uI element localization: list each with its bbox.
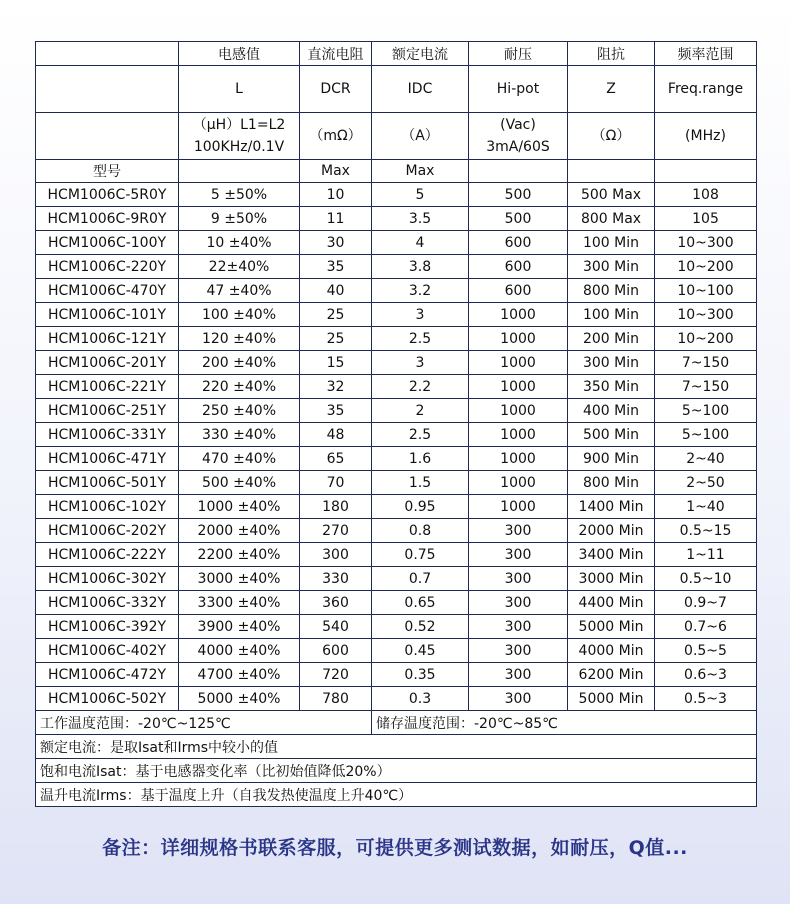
model-cell: HCM1006C-201Y: [36, 351, 179, 375]
header-row-model: [36, 160, 757, 183]
hipot-cell: 300: [469, 543, 568, 567]
model-cell: HCM1006C-101Y: [36, 303, 179, 327]
storage-temperature: 储存温度范围：-20℃~85℃: [372, 711, 757, 735]
frequency-cell: 7~150: [655, 351, 757, 375]
model-cell: HCM1006C-502Y: [36, 687, 179, 711]
header-inductance: 电感值: [179, 42, 300, 66]
model-cell: HCM1006C-102Y: [36, 495, 179, 519]
header-symbol-l: L: [179, 66, 300, 113]
frequency-cell: 108: [655, 183, 757, 207]
frequency-cell: 0.5~5: [655, 639, 757, 663]
inductance-cell: 3000 ±40%: [179, 567, 300, 591]
header-row-names: [36, 42, 757, 66]
header-dcr: 直流电阻: [300, 42, 372, 66]
idc-cell: 1.6: [372, 447, 469, 471]
header-unit-hipot: [469, 113, 568, 160]
header-blank-cell: [36, 42, 179, 66]
inductance-cell: 500 ±40%: [179, 471, 300, 495]
dcr-cell: 600: [300, 639, 372, 663]
inductance-cell: 47 ±40%: [179, 279, 300, 303]
frequency-cell: 10~300: [655, 231, 757, 255]
inductance-cell: 330 ±40%: [179, 423, 300, 447]
header-symbol-dcr: DCR: [300, 66, 372, 113]
dcr-cell: 10: [300, 183, 372, 207]
dcr-cell: 11: [300, 207, 372, 231]
header-unit-dcr: [300, 113, 372, 160]
table-row: [36, 207, 757, 231]
idc-cell: 3.2: [372, 279, 469, 303]
hipot-cell: 300: [469, 615, 568, 639]
table-row: [36, 639, 757, 663]
model-cell: HCM1006C-302Y: [36, 567, 179, 591]
idc-cell: 2.5: [372, 327, 469, 351]
header-unit-freq: [655, 113, 757, 160]
idc-cell: 3.8: [372, 255, 469, 279]
table-row: [36, 399, 757, 423]
hipot-cell: 1000: [469, 495, 568, 519]
frequency-cell: 10~100: [655, 279, 757, 303]
note-saturation-current: 饱和电流Isat：基于电感器变化率（比初始值降低20%）: [36, 759, 757, 783]
table-row: [36, 591, 757, 615]
hipot-cell: 300: [469, 591, 568, 615]
inductance-cell: 100 ±40%: [179, 303, 300, 327]
temperature-row: [36, 711, 757, 735]
frequency-cell: 0.7~6: [655, 615, 757, 639]
hipot-cell: 600: [469, 231, 568, 255]
table-row: [36, 255, 757, 279]
dcr-cell: 25: [300, 303, 372, 327]
table-row: [36, 543, 757, 567]
model-cell: HCM1006C-100Y: [36, 231, 179, 255]
unit-line: （A）: [401, 128, 439, 144]
idc-cell: 0.45: [372, 639, 469, 663]
hipot-cell: 300: [469, 639, 568, 663]
impedance-cell: 800 Max: [568, 207, 655, 231]
idc-cell: 2.2: [372, 375, 469, 399]
dcr-cell: 70: [300, 471, 372, 495]
impedance-cell: 5000 Min: [568, 615, 655, 639]
frequency-cell: 0.5~10: [655, 567, 757, 591]
inductance-cell: 220 ±40%: [179, 375, 300, 399]
dcr-cell: 540: [300, 615, 372, 639]
frequency-cell: 0.6~3: [655, 663, 757, 687]
impedance-cell: 3400 Min: [568, 543, 655, 567]
inductance-cell: 470 ±40%: [179, 447, 300, 471]
impedance-cell: 5000 Min: [568, 687, 655, 711]
model-cell: HCM1006C-9R0Y: [36, 207, 179, 231]
unit-condition: 100KHz/0.1V: [193, 139, 285, 155]
dcr-cell: 300: [300, 543, 372, 567]
model-cell: HCM1006C-221Y: [36, 375, 179, 399]
frequency-cell: 105: [655, 207, 757, 231]
table-row: [36, 183, 757, 207]
table-row: [36, 351, 757, 375]
header-cell: [469, 160, 568, 183]
idc-cell: 0.75: [372, 543, 469, 567]
hipot-cell: 600: [469, 279, 568, 303]
operating-temperature: 工作温度范围：-20℃~125℃: [36, 711, 372, 735]
dcr-cell: 780: [300, 687, 372, 711]
dcr-cell: 48: [300, 423, 372, 447]
hipot-cell: 600: [469, 255, 568, 279]
impedance-cell: 200 Min: [568, 327, 655, 351]
idc-cell: 2: [372, 399, 469, 423]
impedance-cell: 300 Min: [568, 255, 655, 279]
header-cell: [568, 160, 655, 183]
model-cell: HCM1006C-332Y: [36, 591, 179, 615]
spec-rows: [36, 183, 757, 711]
impedance-cell: 800 Min: [568, 279, 655, 303]
hipot-cell: 1000: [469, 303, 568, 327]
header-model: 型号: [36, 160, 179, 183]
inductance-cell: 1000 ±40%: [179, 495, 300, 519]
header-impedance: 阻抗: [568, 42, 655, 66]
model-cell: HCM1006C-220Y: [36, 255, 179, 279]
dcr-cell: 65: [300, 447, 372, 471]
inductance-cell: 120 ±40%: [179, 327, 300, 351]
table-row: [36, 327, 757, 351]
inductance-cell: 9 ±50%: [179, 207, 300, 231]
header-unit-l: [179, 113, 300, 160]
header-symbol-idc: IDC: [372, 66, 469, 113]
unit-line: （Ω）: [591, 128, 631, 144]
model-cell: HCM1006C-331Y: [36, 423, 179, 447]
table-row: [36, 663, 757, 687]
hipot-cell: 300: [469, 663, 568, 687]
hipot-cell: 1000: [469, 471, 568, 495]
dcr-cell: 15: [300, 351, 372, 375]
dcr-cell: 180: [300, 495, 372, 519]
idc-cell: 2.5: [372, 423, 469, 447]
header-dcr-max: Max: [300, 160, 372, 183]
header-blank-cell: [36, 113, 179, 160]
idc-cell: 0.35: [372, 663, 469, 687]
dcr-cell: 35: [300, 255, 372, 279]
impedance-cell: 400 Min: [568, 399, 655, 423]
idc-cell: 0.7: [372, 567, 469, 591]
impedance-cell: 500 Min: [568, 423, 655, 447]
impedance-cell: 800 Min: [568, 471, 655, 495]
table-row: [36, 687, 757, 711]
impedance-cell: 350 Min: [568, 375, 655, 399]
model-cell: HCM1006C-121Y: [36, 327, 179, 351]
header-unit-idc: [372, 113, 469, 160]
dcr-cell: 32: [300, 375, 372, 399]
table-row: [36, 519, 757, 543]
notes-section: [36, 711, 757, 807]
inductance-cell: 2000 ±40%: [179, 519, 300, 543]
model-cell: HCM1006C-251Y: [36, 399, 179, 423]
inductance-cell: 5 ±50%: [179, 183, 300, 207]
frequency-cell: 10~300: [655, 303, 757, 327]
inductance-cell: 250 ±40%: [179, 399, 300, 423]
header-frequency-range: 频率范围: [655, 42, 757, 66]
frequency-cell: 0.5~3: [655, 687, 757, 711]
hipot-cell: 1000: [469, 399, 568, 423]
hipot-cell: 1000: [469, 327, 568, 351]
frequency-cell: 1~40: [655, 495, 757, 519]
frequency-cell: 10~200: [655, 255, 757, 279]
impedance-cell: 1400 Min: [568, 495, 655, 519]
hipot-cell: 1000: [469, 423, 568, 447]
model-cell: HCM1006C-5R0Y: [36, 183, 179, 207]
table-row: [36, 303, 757, 327]
hipot-cell: 1000: [469, 447, 568, 471]
dcr-cell: 330: [300, 567, 372, 591]
header-cell: [179, 160, 300, 183]
header-idc-max: Max: [372, 160, 469, 183]
header-symbol-z: Z: [568, 66, 655, 113]
inductance-cell: 10 ±40%: [179, 231, 300, 255]
table-row: [36, 375, 757, 399]
model-cell: HCM1006C-202Y: [36, 519, 179, 543]
table-row: [36, 495, 757, 519]
unit-line: （mΩ）: [309, 128, 362, 144]
unit-line: (Vac): [500, 117, 536, 133]
impedance-cell: 6200 Min: [568, 663, 655, 687]
frequency-cell: 2~50: [655, 471, 757, 495]
impedance-cell: 900 Min: [568, 447, 655, 471]
hipot-cell: 300: [469, 687, 568, 711]
header-rated-current: 额定电流: [372, 42, 469, 66]
hipot-cell: 300: [469, 519, 568, 543]
inductance-cell: 3900 ±40%: [179, 615, 300, 639]
inductance-cell: 4000 ±40%: [179, 639, 300, 663]
header-row-units: [36, 113, 757, 160]
dcr-cell: 40: [300, 279, 372, 303]
remark-footnote: 备注：详细规格书联系客服，可提供更多测试数据，如耐压，Q值...: [102, 837, 688, 859]
table-row: [36, 279, 757, 303]
model-cell: HCM1006C-402Y: [36, 639, 179, 663]
spec-table: [35, 41, 757, 807]
inductance-cell: 3300 ±40%: [179, 591, 300, 615]
idc-cell: 4: [372, 231, 469, 255]
inductance-cell: 4700 ±40%: [179, 663, 300, 687]
idc-cell: 0.3: [372, 687, 469, 711]
header-cell: [655, 160, 757, 183]
model-cell: HCM1006C-222Y: [36, 543, 179, 567]
note-temperature-rise-current: 温升电流Irms：基于温度上升（自我发热使温度上升40℃）: [36, 783, 757, 807]
header-unit-z: [568, 113, 655, 160]
unit-line: (MHz): [685, 128, 726, 144]
model-cell: HCM1006C-471Y: [36, 447, 179, 471]
note-row: [36, 735, 757, 759]
header-withstand-voltage: 耐压: [469, 42, 568, 66]
dcr-cell: 720: [300, 663, 372, 687]
frequency-cell: 1~11: [655, 543, 757, 567]
frequency-cell: 7~150: [655, 375, 757, 399]
inductance-cell: 22±40%: [179, 255, 300, 279]
idc-cell: 1.5: [372, 471, 469, 495]
model-cell: HCM1006C-392Y: [36, 615, 179, 639]
hipot-cell: 1000: [469, 351, 568, 375]
idc-cell: 0.8: [372, 519, 469, 543]
impedance-cell: 500 Max: [568, 183, 655, 207]
impedance-cell: 100 Min: [568, 303, 655, 327]
table-row: [36, 615, 757, 639]
impedance-cell: 2000 Min: [568, 519, 655, 543]
dcr-cell: 360: [300, 591, 372, 615]
table-row: [36, 471, 757, 495]
frequency-cell: 2~40: [655, 447, 757, 471]
frequency-cell: 0.9~7: [655, 591, 757, 615]
hipot-cell: 500: [469, 207, 568, 231]
header-symbol-hipot: Hi-pot: [469, 66, 568, 113]
table-row: [36, 567, 757, 591]
frequency-cell: 10~200: [655, 327, 757, 351]
table-row: [36, 447, 757, 471]
inductance-cell: 200 ±40%: [179, 351, 300, 375]
impedance-cell: 3000 Min: [568, 567, 655, 591]
note-row: [36, 783, 757, 807]
hipot-cell: 1000: [469, 375, 568, 399]
model-cell: HCM1006C-501Y: [36, 471, 179, 495]
dcr-cell: 30: [300, 231, 372, 255]
header-blank-cell: [36, 66, 179, 113]
dcr-cell: 270: [300, 519, 372, 543]
dcr-cell: 35: [300, 399, 372, 423]
table-row: [36, 231, 757, 255]
note-row: [36, 759, 757, 783]
idc-cell: 0.95: [372, 495, 469, 519]
table-row: [36, 423, 757, 447]
header-row-symbols: [36, 66, 757, 113]
idc-cell: 5: [372, 183, 469, 207]
header-symbol-freq: Freq.range: [655, 66, 757, 113]
idc-cell: 3: [372, 351, 469, 375]
inductance-cell: 2200 ±40%: [179, 543, 300, 567]
idc-cell: 0.52: [372, 615, 469, 639]
frequency-cell: 5~100: [655, 423, 757, 447]
hipot-cell: 500: [469, 183, 568, 207]
inductance-cell: 5000 ±40%: [179, 687, 300, 711]
hipot-cell: 300: [469, 567, 568, 591]
idc-cell: 0.65: [372, 591, 469, 615]
impedance-cell: 300 Min: [568, 351, 655, 375]
dcr-cell: 25: [300, 327, 372, 351]
idc-cell: 3: [372, 303, 469, 327]
frequency-cell: 0.5~15: [655, 519, 757, 543]
model-cell: HCM1006C-470Y: [36, 279, 179, 303]
unit-condition: 3mA/60S: [486, 139, 550, 155]
note-rated-current: 额定电流：是取Isat和Irms中较小的值: [36, 735, 757, 759]
model-cell: HCM1006C-472Y: [36, 663, 179, 687]
impedance-cell: 100 Min: [568, 231, 655, 255]
frequency-cell: 5~100: [655, 399, 757, 423]
impedance-cell: 4400 Min: [568, 591, 655, 615]
idc-cell: 3.5: [372, 207, 469, 231]
unit-line: （μH）L1=L2: [192, 117, 286, 133]
impedance-cell: 4000 Min: [568, 639, 655, 663]
